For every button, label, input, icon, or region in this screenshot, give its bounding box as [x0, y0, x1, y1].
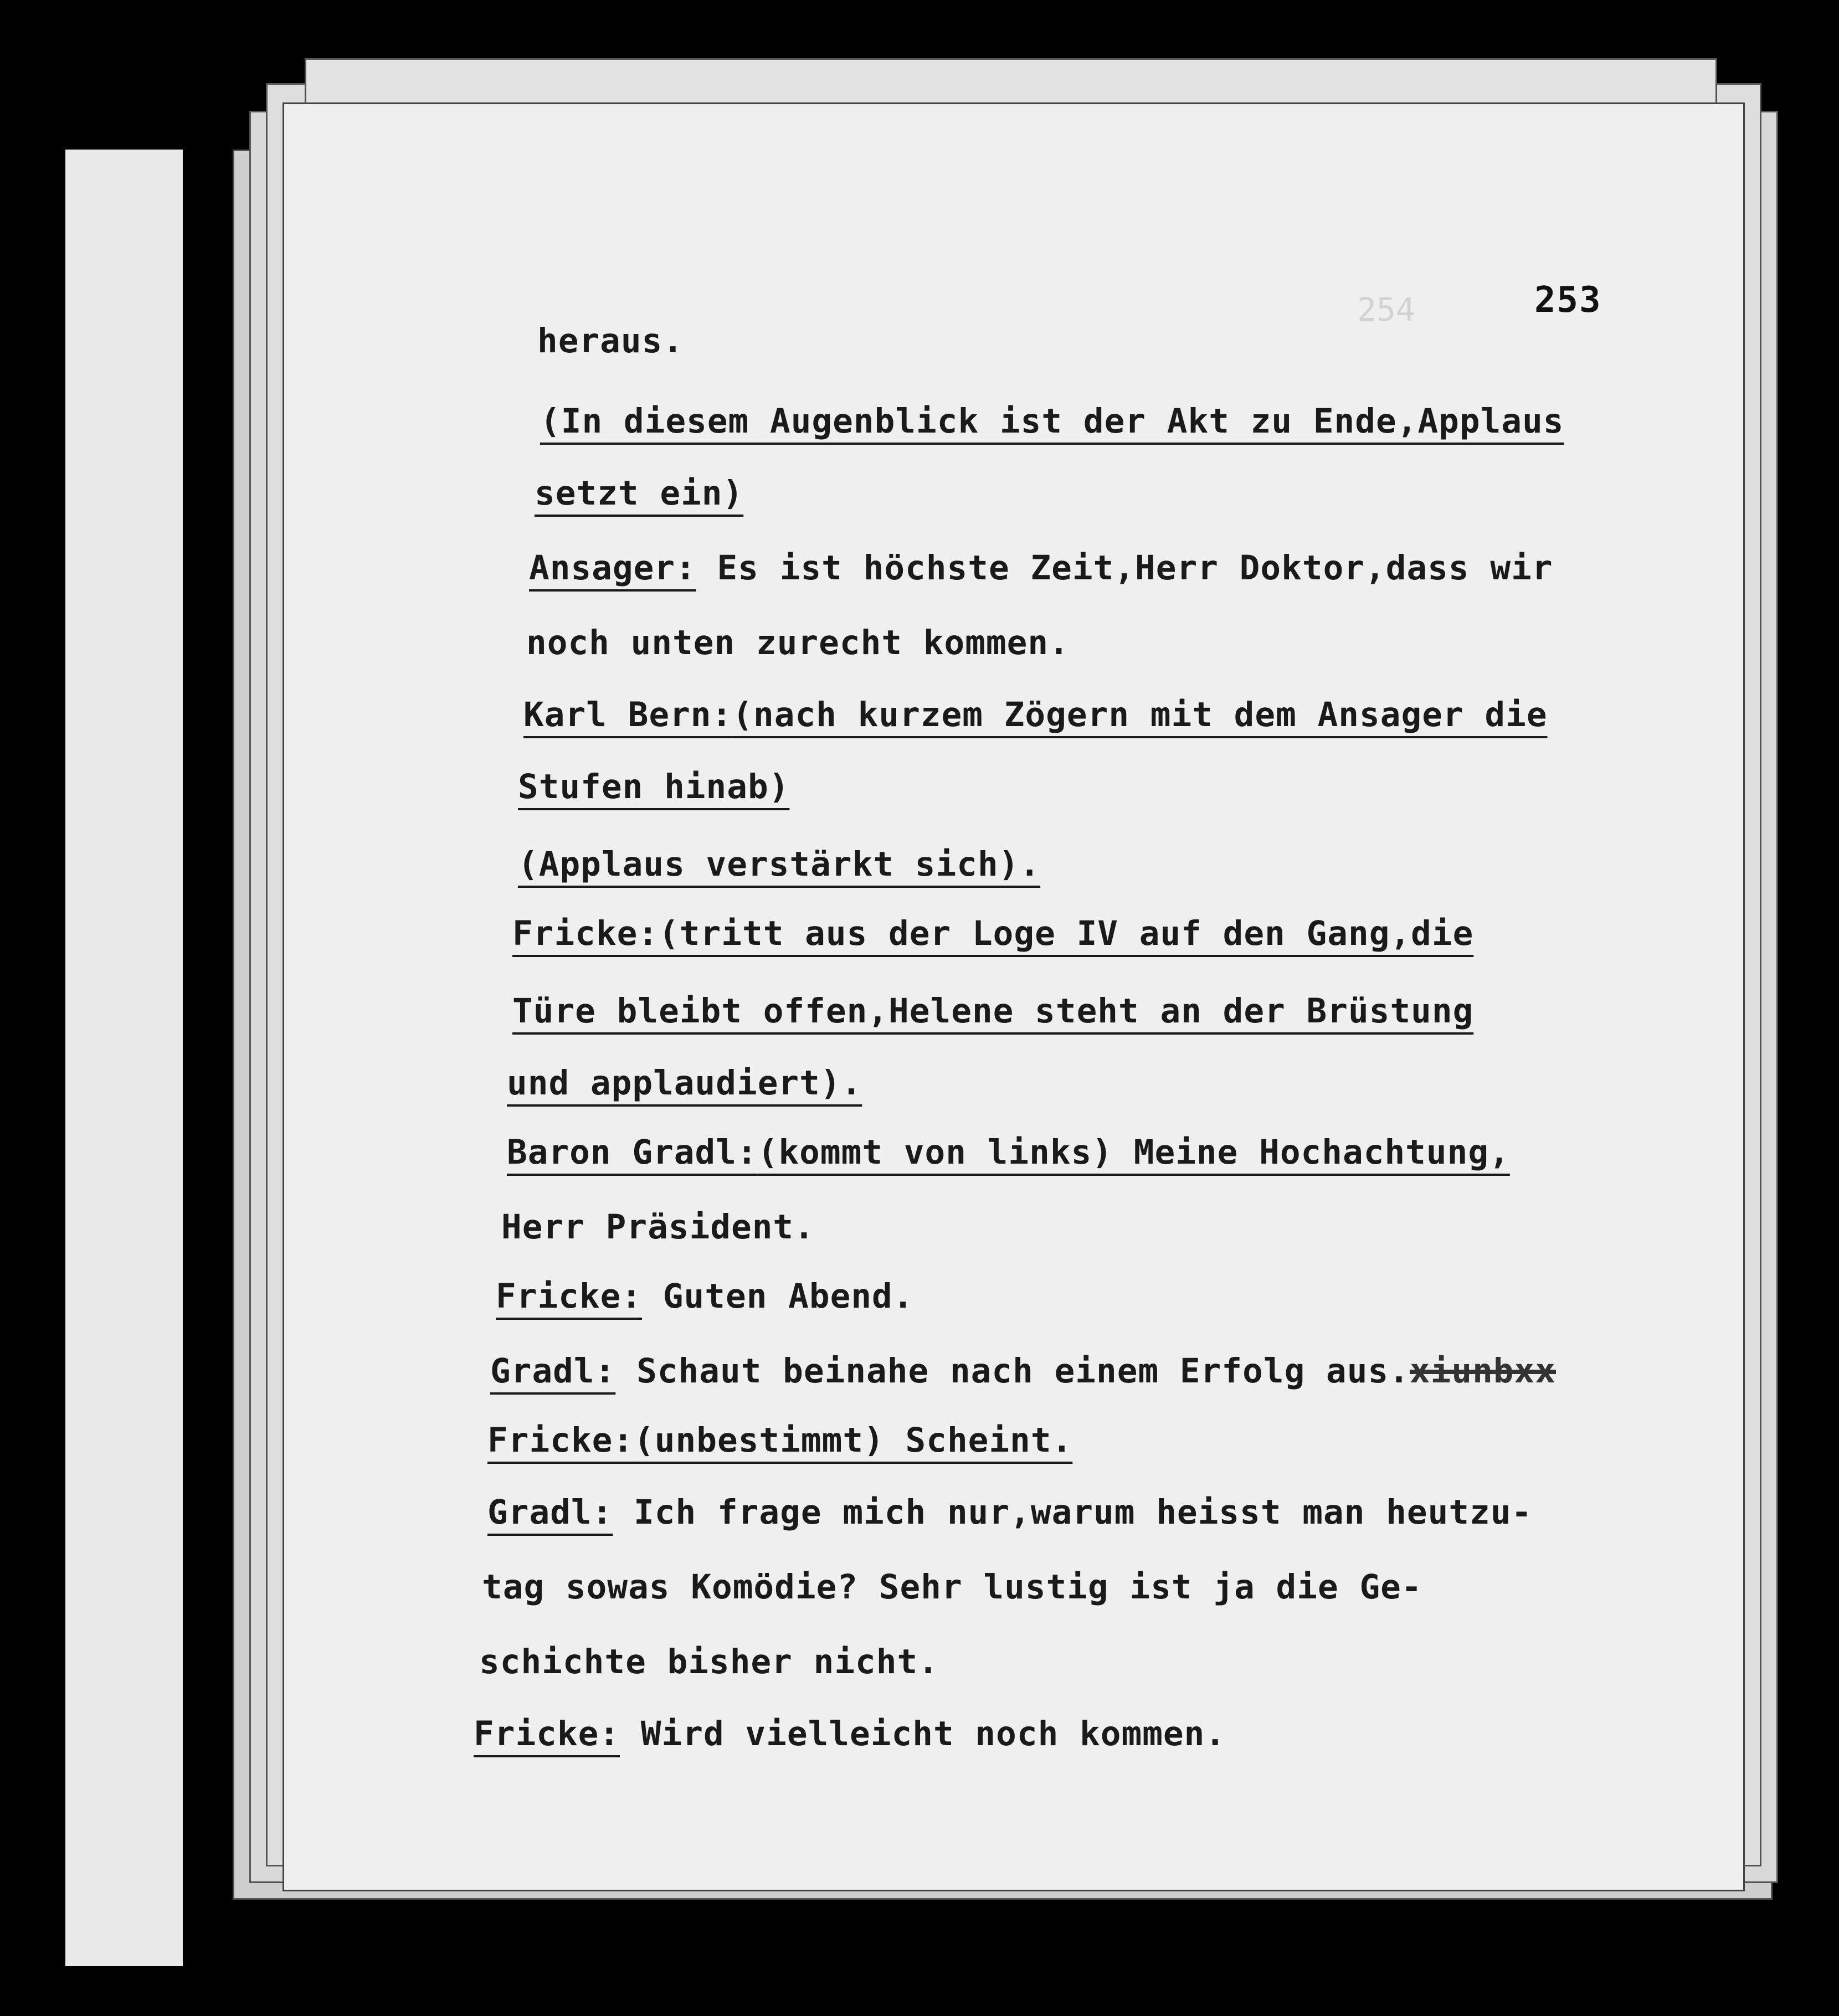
stage-direction-line: (In diesem Augenblick ist der Akt zu Ende,Applaus: [540, 402, 1564, 441]
dialogue-line: Ansager: Es ist höchste Zeit,Herr Doktor,dass wir: [529, 548, 1553, 588]
speaker-name: Gradl:: [490, 1351, 616, 1391]
ghost-page-number: 254: [1357, 291, 1415, 328]
speaker-name: Gradl:: [487, 1493, 613, 1532]
stage-direction-line: Türe bleibt offen,Helene steht an der Brüstung: [512, 991, 1474, 1031]
stage-direction-line: setzt ein): [535, 474, 744, 513]
text-line: noch unten zurecht kommen.: [526, 623, 1070, 662]
dialogue-line: Fricke: Wird vielleicht noch kommen.: [474, 1714, 1226, 1753]
struck-out-text: xiunbxx: [1409, 1351, 1556, 1391]
speaker-name: Ansager:: [529, 548, 696, 588]
dialogue-line: Baron Gradl:(kommt von links) Meine Hochachtung,: [507, 1133, 1510, 1172]
stage-direction-line: (Applaus verstärkt sich).: [518, 845, 1041, 884]
text-line: Herr Präsident.: [501, 1207, 815, 1247]
speaker-name: Karl Bern:: [523, 695, 733, 734]
text-line: heraus.: [537, 321, 684, 361]
dialogue-line: Fricke:(unbestimmt) Scheint.: [487, 1421, 1073, 1460]
dialogue-line: Karl Bern:(nach kurzem Zögern mit dem Ansager die: [523, 695, 1548, 734]
text-line: schichte bisher nicht.: [479, 1642, 939, 1681]
speaker-name: Fricke:: [512, 914, 659, 953]
dialogue-line: Gradl: Ich frage mich nur,warum heisst man heutzu-: [487, 1493, 1533, 1532]
page-number: 253: [1534, 280, 1602, 321]
stage-direction-line: Stufen hinab): [518, 767, 790, 806]
stage-direction-line: und applaudiert).: [507, 1063, 862, 1103]
speaker-name: Fricke:: [487, 1421, 634, 1460]
speaker-name: Baron Gradl:: [507, 1133, 758, 1172]
text-line: tag sowas Komödie? Sehr lustig ist ja die Ge-: [482, 1567, 1422, 1607]
speaker-name: Fricke:: [474, 1714, 620, 1753]
dialogue-line: Fricke: Guten Abend.: [496, 1277, 914, 1316]
speaker-name: Fricke:: [496, 1277, 643, 1316]
dialogue-line: Fricke:(tritt aus der Loge IV auf den Gang,die: [512, 914, 1474, 953]
dialogue-line: Gradl: Schaut beinahe nach einem Erfolg aus.xiunbxx: [490, 1351, 1556, 1391]
